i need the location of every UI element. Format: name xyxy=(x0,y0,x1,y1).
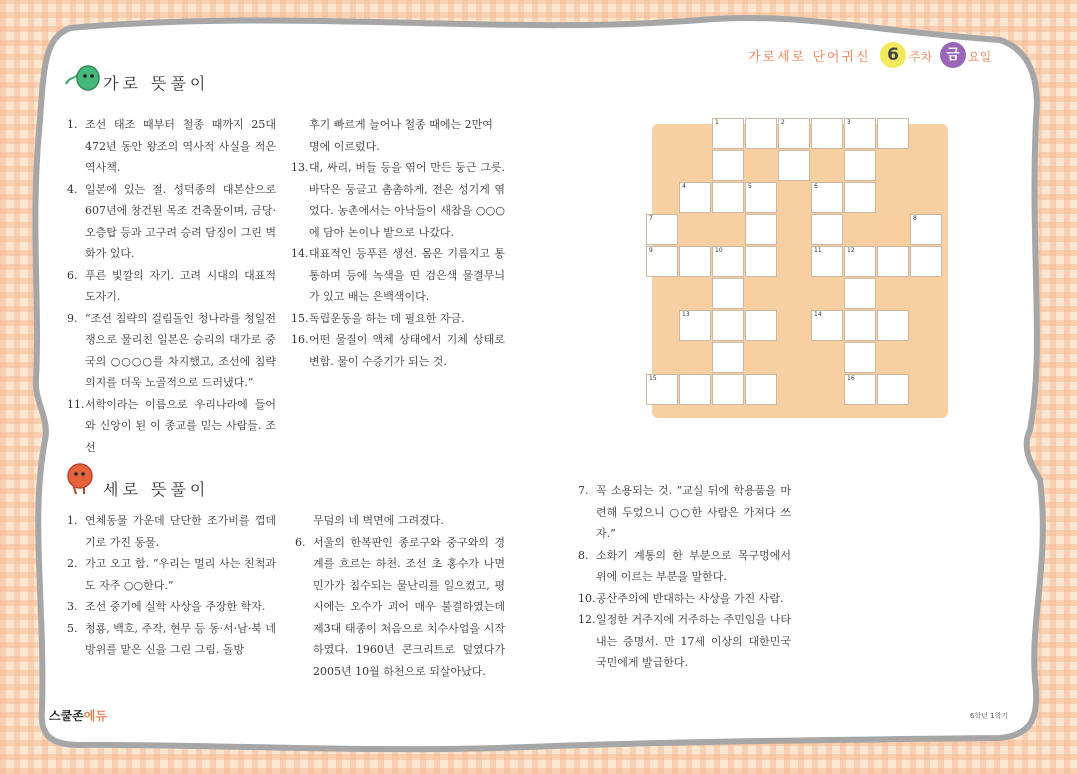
clue-text: 청룡, 백호, 주작, 현무 등 동·서·남·북 네 방위를 맡은 신을 그린 그림. 돌방 xyxy=(85,621,276,656)
week-number-badge: 6 xyxy=(880,42,906,68)
clue-item xyxy=(291,243,505,308)
down-clues-column-3 xyxy=(578,480,791,674)
clue-item xyxy=(67,114,276,179)
clue-item xyxy=(578,609,791,674)
clue-number: 1. xyxy=(67,514,78,527)
clue-item xyxy=(578,545,791,588)
grid-cell-number: 11 xyxy=(814,247,822,254)
grid-cell[interactable] xyxy=(646,214,678,245)
grid-cell-number: 15 xyxy=(649,375,657,382)
green-ghost-mascot-icon xyxy=(62,62,102,94)
grid-cell[interactable] xyxy=(712,150,744,181)
clue-number: 4. xyxy=(67,182,78,196)
grid-cell[interactable] xyxy=(712,246,744,277)
clue-text: 조선 중기에 실학 사상을 주장한 학자. xyxy=(85,600,266,613)
down-clues-column-2 xyxy=(295,510,505,682)
clue-item xyxy=(295,532,505,683)
clue-number: 1. xyxy=(67,118,78,131)
clue-item xyxy=(67,553,276,596)
grid-cell[interactable] xyxy=(844,310,876,341)
logo-sub-text: 에듀 xyxy=(83,709,107,723)
clue-number: 14. xyxy=(291,247,309,260)
clue-text: 연체동물 가운데 단단한 조가비를 껍데기로 가진 동물. xyxy=(85,514,276,549)
grid-cell-number: 4 xyxy=(682,183,686,190)
clue-text: “조선 침략의 걸림돌인 청나라를 청일전쟁으로 물리친 일본은 승리의 대가로 중국의 ○○○○를 차지했고, 조선에 침략 의지를 더욱 노골적으로 드러냈다.” xyxy=(85,311,276,389)
day-suffix-label: 요일 xyxy=(968,50,992,64)
grid-cell[interactable] xyxy=(844,278,876,309)
grid-cell-number: 5 xyxy=(748,183,752,190)
grid-cell[interactable] xyxy=(877,118,909,149)
clue-number: 16. xyxy=(291,333,309,346)
grid-cell[interactable] xyxy=(877,374,909,405)
logo-main-text: 스쿨존 xyxy=(49,709,84,723)
clue-text: 소화기 계통의 한 부분으로 목구멍에서 위에 이르는 부분을 말한다. xyxy=(596,548,791,583)
clue-item xyxy=(67,510,276,553)
grid-cell[interactable] xyxy=(646,374,678,405)
grid-cell[interactable] xyxy=(778,150,810,181)
clue-text: 일본에 있는 절. 성덕종의 대본산으로 607년에 창건된 목조 건축물이며, 금당·오층탑 등과 고구려 승려 담징이 그린 벽화가 있다. xyxy=(85,182,276,260)
grid-cell[interactable] xyxy=(844,342,876,373)
clue-item xyxy=(291,308,505,330)
clue-number: 11. xyxy=(67,397,85,411)
grid-cell[interactable] xyxy=(910,214,942,245)
clue-number: 6. xyxy=(67,268,78,282)
clue-text: 서학이라는 이름으로 우리나라에 들어와 신앙이 된 이 종교를 믿는 사람들. 조선 xyxy=(85,397,276,454)
red-ghost-mascot-icon xyxy=(62,460,102,496)
grid-cell[interactable] xyxy=(811,246,843,277)
grid-cell[interactable] xyxy=(745,182,777,213)
grid-cell[interactable] xyxy=(646,246,678,277)
grid-cell[interactable] xyxy=(745,374,777,405)
grid-cell[interactable] xyxy=(811,214,843,245)
clue-number: 7. xyxy=(578,484,589,497)
grid-cell[interactable] xyxy=(712,118,744,149)
grid-cell[interactable] xyxy=(745,246,777,277)
grid-cell-number: 13 xyxy=(682,311,690,318)
grid-cell-number: 9 xyxy=(649,247,653,254)
clue-item xyxy=(67,179,276,265)
down-section-title: 세로 뜻풀이 xyxy=(103,480,210,499)
series-title: 가로세로 단어귀신 xyxy=(748,50,871,65)
clue-item xyxy=(578,480,791,545)
grid-cell-number: 6 xyxy=(814,183,818,190)
clue-text: 공산주의에 반대하는 사상을 가진 사람. xyxy=(596,591,784,605)
grid-cell[interactable] xyxy=(679,310,711,341)
clue-item xyxy=(578,588,791,610)
day-badge: 금 xyxy=(940,42,966,68)
clue-text: 어떤 물질이 액체 상태에서 기체 상태로 변함. 물이 수증기가 되는 것. xyxy=(309,333,505,368)
grid-cell-number: 8 xyxy=(913,215,917,222)
clue-text: 조선 태조 때부터 철종 때까지 25대 472년 동안 왕조의 역사적 사실을 적은 역사책. xyxy=(85,118,276,174)
grid-cell-number: 7 xyxy=(649,215,653,222)
grid-cell-number: 14 xyxy=(814,311,822,318)
grid-cell[interactable] xyxy=(679,246,711,277)
clue-text: 대표적인 등푸른 생선. 몸은 기름지고 통통하며 등에 녹색을 띤 검은색 물결무늬가 있고 배는 은백색이다. xyxy=(309,247,505,303)
grid-cell[interactable] xyxy=(679,374,711,405)
clue-number: 15. xyxy=(291,311,309,325)
grid-cell[interactable] xyxy=(712,342,744,373)
clue-item xyxy=(67,308,276,394)
clue-number: 13. xyxy=(291,161,309,174)
grid-cell-number: 10 xyxy=(715,247,723,254)
clue-item xyxy=(67,596,276,618)
grid-cell[interactable] xyxy=(910,246,942,277)
grid-cell-number: 3 xyxy=(847,119,851,126)
clue-item xyxy=(67,265,276,308)
clue-text: 꼭 소용되는 것. “교실 뒤에 학용품을 마련해 두었으니 ○○한 사람은 가져다 쓰자.” xyxy=(596,484,791,540)
grid-cell[interactable] xyxy=(844,150,876,181)
clue-number: 10. xyxy=(578,591,596,605)
across-clues-column-1 xyxy=(67,114,276,458)
grid-cell[interactable] xyxy=(811,182,843,213)
grid-cell[interactable] xyxy=(745,310,777,341)
clue-text: 일정한 거주지에 거주하는 주민임을 나타내는 증명서. 만 17세 이상의 대한민국 국민에게 발급한다. xyxy=(596,613,791,669)
across-clues-column-2 xyxy=(291,114,505,372)
grade-semester-label: 6학년 1학기 xyxy=(970,712,1009,720)
clue-number: 9. xyxy=(67,311,78,325)
clue-number: 2. xyxy=(67,557,78,570)
clue-text: 독립운동을 하는 데 필요한 자금. xyxy=(309,311,465,325)
grid-cell-number: 2 xyxy=(781,119,785,126)
clue-item xyxy=(291,157,505,243)
grid-cell[interactable] xyxy=(712,374,744,405)
grid-cell[interactable] xyxy=(844,246,876,277)
grid-cell[interactable] xyxy=(745,118,777,149)
grid-cell-number: 1 xyxy=(715,119,719,126)
week-label: 주차 xyxy=(909,50,933,64)
grid-cell[interactable] xyxy=(745,214,777,245)
clue-text: 가고 오고 함. “우리는 멀리 사는 친척과도 자주 ○○한다.” xyxy=(85,557,276,592)
grid-cell[interactable] xyxy=(844,118,876,149)
clue-number: 3. xyxy=(67,600,78,613)
grid-cell-number: 12 xyxy=(847,247,855,254)
clue-number: 5. xyxy=(67,621,78,635)
clue-item xyxy=(67,618,276,661)
publisher-logo xyxy=(49,707,107,724)
grid-cell[interactable] xyxy=(877,310,909,341)
down-clues-column-1 xyxy=(67,510,276,661)
grid-cell[interactable] xyxy=(844,374,876,405)
grid-cell[interactable] xyxy=(679,182,711,213)
grid-cell[interactable] xyxy=(811,118,843,149)
crossword-grid xyxy=(649,119,948,418)
across-clue-continuation: 후기 빠르게 늘어나 철종 때에는 2만여 명에 이르렀다. xyxy=(309,118,493,153)
grid-cell[interactable] xyxy=(712,278,744,309)
grid-cell[interactable] xyxy=(712,182,744,213)
grid-cell[interactable] xyxy=(778,118,810,149)
clue-number: 6. xyxy=(295,535,306,549)
grid-cell[interactable] xyxy=(712,310,744,341)
across-section-title: 가로 뜻풀이 xyxy=(103,74,210,93)
clue-item xyxy=(67,394,276,459)
clue-text: 푸른 빛깔의 자기. 고려 시대의 대표적 도자기. xyxy=(85,268,276,303)
grid-cell-number: 16 xyxy=(847,375,855,382)
clue-item xyxy=(291,329,505,372)
clue-text: 대, 싸리, 버들 등을 엮어 만든 둥근 그릇. 바닥은 둥글고 촘촘하게, 전은 성기게 엮었다. 농촌에서는 아낙들이 새참을 ○○○에 담아 논이나 밭으로 나갔다. xyxy=(309,161,505,239)
grid-cell[interactable] xyxy=(811,310,843,341)
down-clue-continuation: 무덤의 네 벽면에 그려졌다. xyxy=(313,514,444,527)
clue-number: 12. xyxy=(578,613,596,626)
clue-text: 서울의 한복판인 종로구와 중구와의 경계를 흐르는 하천. 조선 초 홍수가 나면 민가가 침수되는 물난리를 일으켰고, 평시에는 오수가 괴어 매우 불결하였는데 제3대 태종이 처음으로 치수사업을 시작하였다. 1960년 콘크리트로 덮였다가 2005년 10월 하천으로 되살아났다. xyxy=(313,535,505,678)
clue-number: 8. xyxy=(578,548,589,562)
grid-cell[interactable] xyxy=(844,182,876,213)
grid-cell[interactable] xyxy=(877,246,909,277)
